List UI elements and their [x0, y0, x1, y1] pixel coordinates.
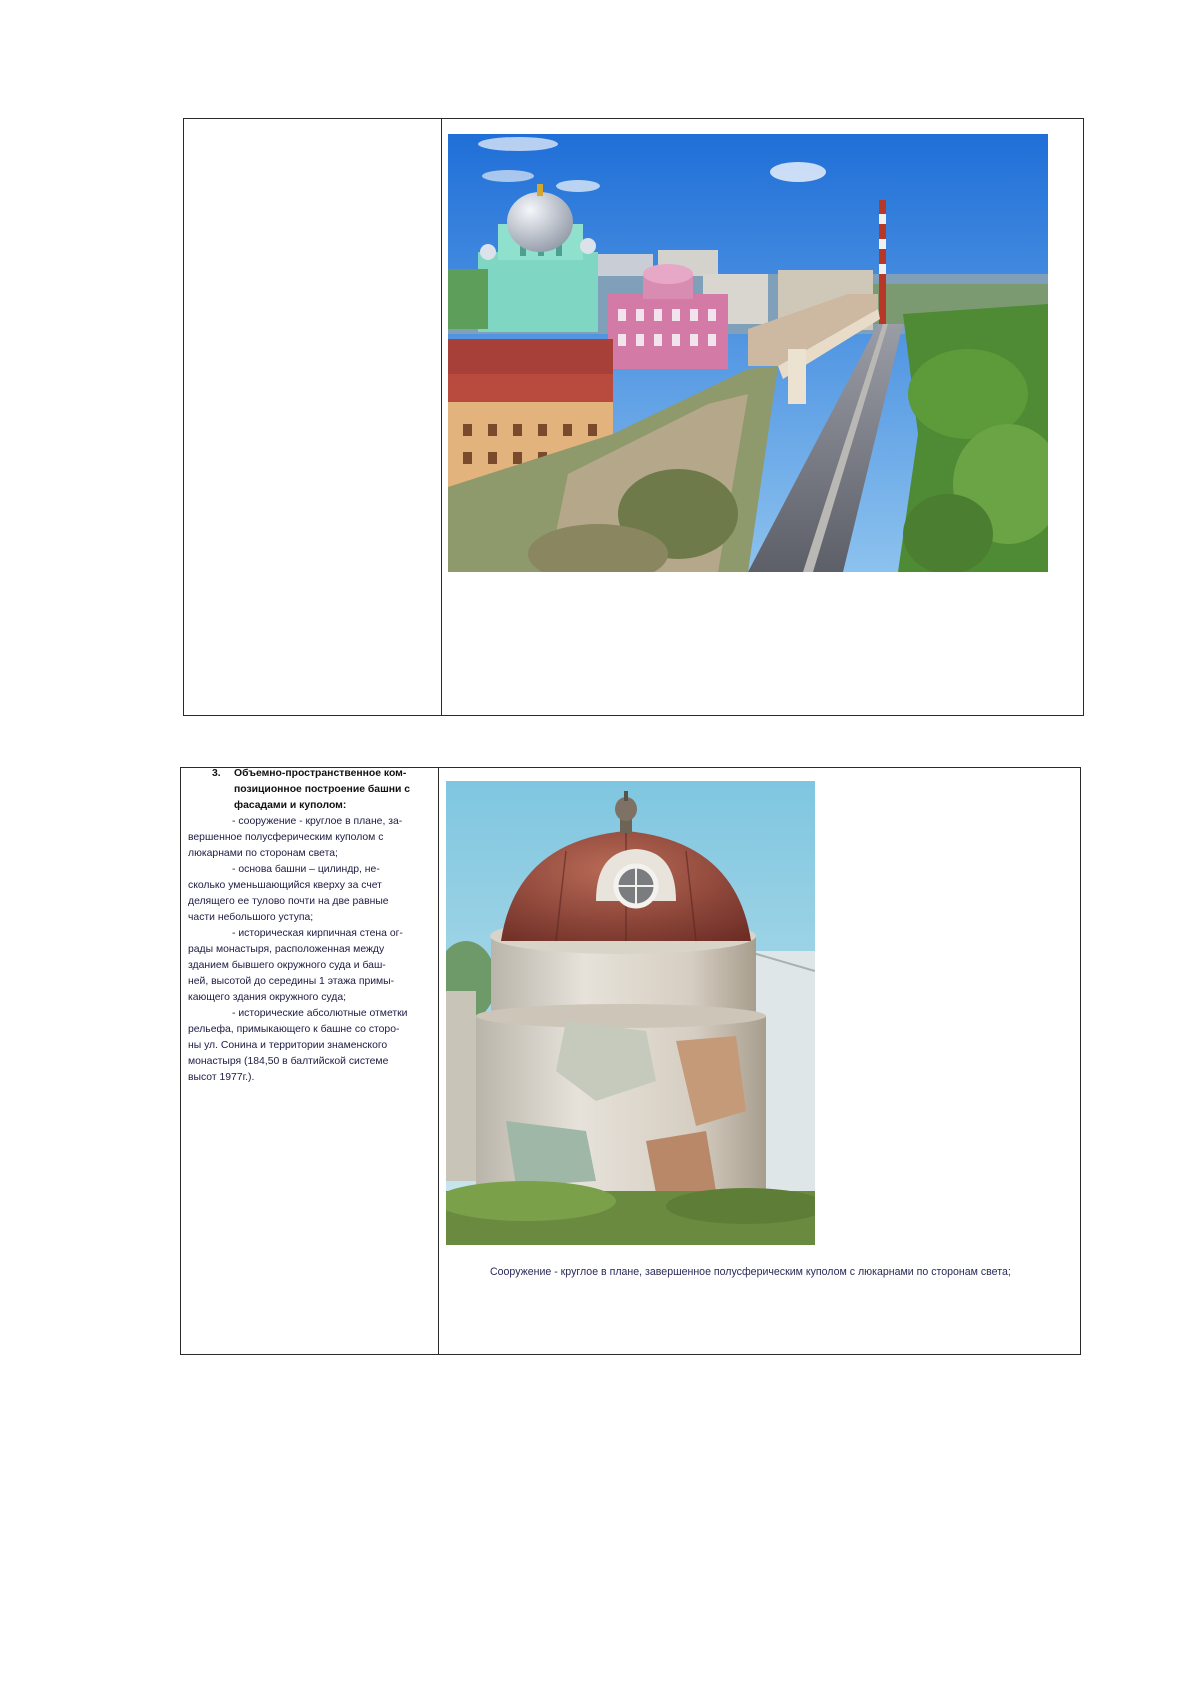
description-line: части небольшого уступа; [188, 912, 314, 923]
description-line: - историческая кирпичная стена ог- [232, 928, 403, 939]
section-3-description [188, 766, 434, 1086]
section-number: 3. [212, 768, 221, 779]
description-line: делящего ее тулово почти на две равные [188, 896, 389, 907]
description-line: сколько уменьшающийся кверху за счет [188, 880, 382, 891]
description-line: вершенное полусферическим куполом с [188, 832, 384, 843]
description-line: рады монастыря, расположенная между [188, 944, 385, 955]
column-divider [441, 119, 442, 715]
description-line: кающего здания окружного суда; [188, 992, 346, 1003]
tower-photo-caption: Сооружение - круглое в плане, завершенное полусферическим куполом с люкарнами по сторонам света; [490, 1266, 1011, 1278]
description-line: - исторические абсолютные отметки [232, 1008, 408, 1019]
description-line: ней, высотой до середины 1 этажа примы- [188, 976, 395, 987]
section-heading-line-1: Объемно-пространственное ком- [234, 768, 407, 779]
section-heading-line-2: позиционное построение башни с [234, 784, 411, 795]
description-line: люкарнами по сторонам света; [188, 848, 338, 859]
description-line: - сооружение - круглое в плане, за- [232, 816, 403, 827]
description-line: монастыря (184,50 в балтийской системе [188, 1056, 389, 1067]
description-line: высот 1977г.). [188, 1072, 255, 1083]
tower-photo [446, 781, 815, 1245]
description-line: зданием бывшего окружного суда и баш- [188, 960, 386, 971]
description-line: ны ул. Сонина и территории знаменского [188, 1040, 388, 1051]
city-panorama-photo [448, 134, 1048, 572]
description-line: рельефа, примыкающего к башне со сторо- [188, 1024, 400, 1035]
section-heading-line-3: фасадами и куполом: [234, 800, 347, 811]
description-line: - основа башни – цилиндр, не- [232, 864, 380, 875]
column-divider [438, 768, 439, 1354]
